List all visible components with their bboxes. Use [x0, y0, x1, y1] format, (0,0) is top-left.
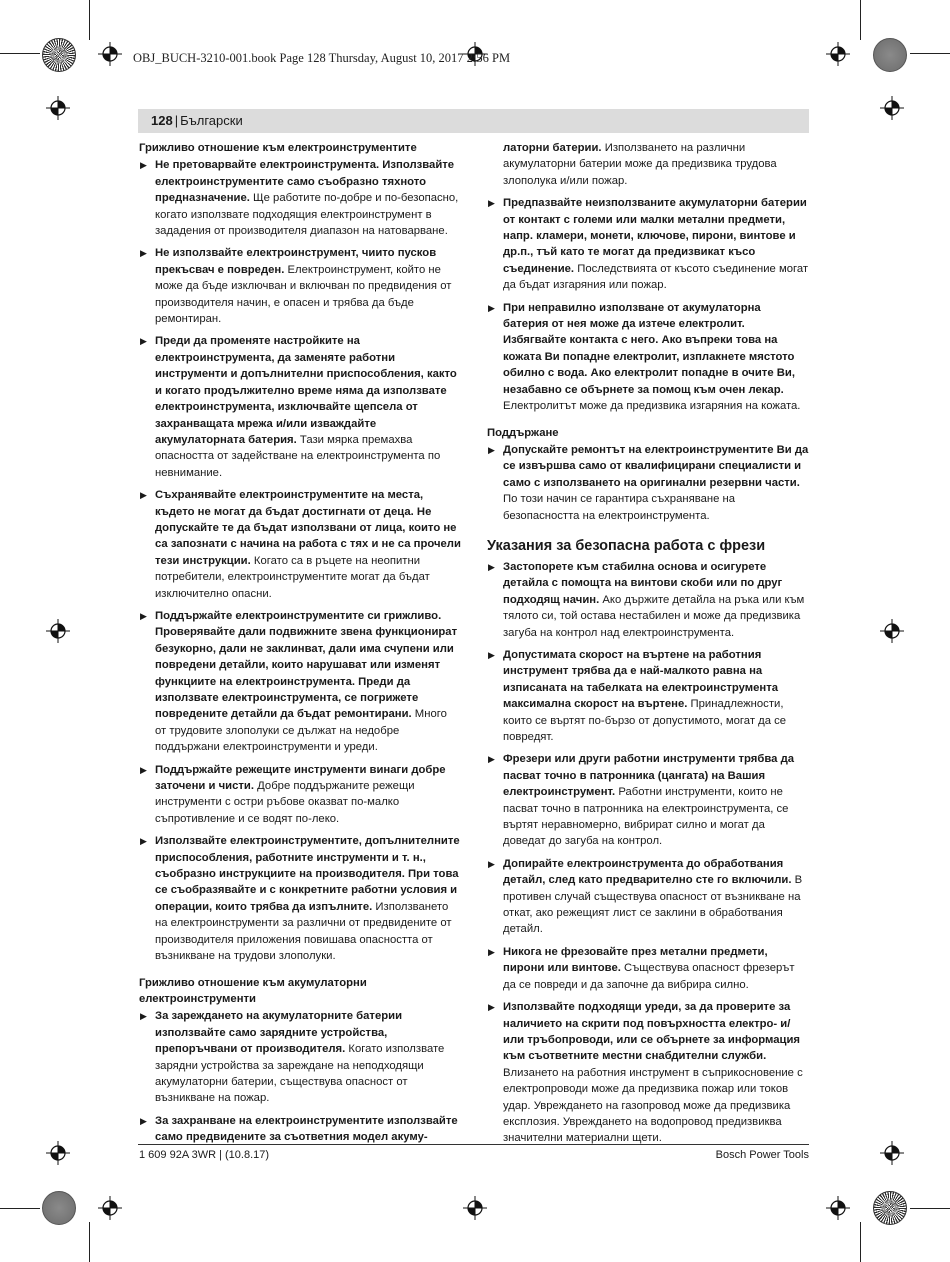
item-text: В противен случай съществува опасност от възникване на откат, ако режещият лист се заклини в обработвания детайл. — [503, 874, 803, 936]
left-column — [139, 140, 461, 1152]
bullet-arrow-icon: ▶ — [488, 649, 495, 660]
item-bold: Преди да променяте настройките на електроинструмента, да заменяте работни инструменти и допълнителни приспособления, както и когато продължително време няма да използвате електроинструмента, изключвайте щепсела от захранващата мрежа и/или изваждайте акумулаторната батерия. — [155, 335, 457, 446]
star-target-icon — [873, 1191, 907, 1225]
bullet-arrow-icon: ▶ — [140, 1011, 147, 1022]
item-text: Използването на различни акумулаторни батерии може да предизвика трудова злополука и/или пожар. — [503, 142, 777, 187]
page-number: 128 — [151, 113, 173, 128]
item-bold: Допустимата скорост на въртене на работния инструмент трябва да е най-малкото равна на изписаната на табелката на електроинструмента максимална скорост на въртене. — [503, 648, 779, 711]
item-text: Когато използвате зарядни устройства за зареждане на неподходящи акумулаторни батерии, съществува опасност от възникване на пожар. — [155, 1043, 445, 1105]
bullet-arrow-icon: ▶ — [488, 1002, 495, 1013]
item-bold: Допирайте електроинструмента до обработвания детайл, след като предварително сте го включили. — [503, 857, 792, 887]
bullet-arrow-icon: ▶ — [140, 160, 147, 171]
item-bold: Допускайте ремонтът на електроинструментите Ви да се извършва само от квалифицирани специалисти и само с използването на оригинални резервни части. — [503, 443, 809, 489]
item-bold: При неправилно използване от акумулаторна батерия от нея може да изтече електролит. Избягвайте контакта с него. Ако въпреки това на кожата Ви попадне електролит, изплакнете мястото обилно с вода. Ако електролит попадне в очите Ви, незабавно се обърнете за помощ към очен лекар. — [503, 301, 796, 396]
right-column — [487, 140, 809, 1153]
section-title: Поддържане — [487, 426, 559, 439]
item-text: Добре поддържаните режещи инструменти с остри ръбове оказват по-малко съпротивление и се водят по-леко. — [155, 780, 415, 825]
crop-mark — [89, 1222, 90, 1262]
bullet-arrow-icon: ▶ — [488, 858, 495, 869]
bullet-arrow-icon: ▶ — [140, 764, 147, 775]
item-bold: Никога не фрезовайте през метални предмети, пирони или винтове. — [503, 945, 768, 975]
item-text: Много от трудовите злополуки се дължат на недобре поддържани електроинструменти и уреди. — [155, 708, 447, 754]
list-item — [487, 195, 809, 293]
crop-mark — [860, 0, 861, 40]
registration-mark-icon — [880, 96, 904, 120]
item-text: Тази мярка премахва опасността от задействане на електроинструмента по невнимание. — [155, 433, 441, 479]
section-title: Грижливо отношение към електроинструментите — [139, 142, 417, 154]
bullet-arrow-icon: ▶ — [140, 610, 147, 621]
list-item-continued — [487, 140, 809, 189]
item-text: Принадлежности, които се въртят по-бързо от допустимото, могат да се повредят. — [503, 698, 787, 743]
list-item — [487, 944, 809, 993]
item-text: Използването на електроинструменти за различни от предвидените от производителя приложения повишава опасността от възникване на трудови злополуки. — [155, 900, 452, 963]
item-bold: Използвайте подходящи уреди, за да проверите за наличието на скрити под повърхността електро- и/или тръбопроводи, или се обърнете за информация към съответните местни снабдителни служби. — [503, 1001, 801, 1063]
footer-rule — [138, 1144, 809, 1145]
bullet-arrow-icon: ▶ — [488, 561, 495, 572]
item-text: Когато са в ръцете на неопитни потребители, електроинструментите могат да бъдат изключително опасни. — [155, 554, 430, 600]
list-item — [139, 762, 461, 828]
registration-mark-icon — [46, 96, 70, 120]
bullet-arrow-icon: ▶ — [488, 946, 495, 957]
item-bold: За зареждането на акумулаторните батерии използвайте само зарядните устройства, препоръчвани от производителя. — [155, 1010, 403, 1056]
header-separator: | — [174, 113, 179, 128]
list-item — [139, 157, 461, 239]
list-item — [487, 999, 809, 1147]
item-bold: Поддържайте електроинструментите си грижливо. Проверявайте дали подвижните звена функционират безукорно, дали не заклинват, дали има счупени или повредени детайли, които нарушават или изменят функциите на електроинструмента. Преди да използвате електроинструмента, се погрижете повредените детайли да бъдат ремонтирани. — [155, 609, 458, 721]
section-title: Грижливо отношение към акумулаторни електроинструменти — [139, 976, 367, 1005]
registration-mark-icon — [826, 1196, 850, 1220]
list-item — [139, 1008, 461, 1106]
registration-mark-icon — [880, 1141, 904, 1165]
page-header — [151, 113, 243, 128]
item-bold: Фрезери или други работни инструменти трябва да пасват точно в патронника (цангата) на Вашия електроинструмент. — [503, 753, 795, 799]
registration-mark-icon — [826, 42, 850, 66]
crop-mark — [910, 53, 950, 54]
item-bold: Застопорете към стабилна основа и осигурете детайла с помощта на винтови скоби или по друг подходящ начин. — [503, 560, 783, 606]
footer-code: 1 609 92A 3WR | (10.8.17) — [139, 1149, 270, 1161]
item-text: Електроинструмент, който не може да бъде изключван и включван по предвидения от производителя начин, е опасен и трябва да бъде ремонтиран. — [155, 263, 452, 326]
item-text: Влизането на работния инструмент в съприкосновение с електропроводи може да предизвика пожар или токов удар. Увреждането на газопровод може да предизвика експлозия. Увреждането на водопровод предизвиква значителни материални щети. — [503, 1066, 803, 1145]
registration-mark-icon — [880, 619, 904, 643]
print-info: OBJ_BUCH-3210-001.book Page 128 Thursday, August 10, 2017 2:56 PM — [133, 51, 511, 65]
item-bold: Използвайте електроинструментите, допълнителните приспособления, работните инструменти и т. н., съобразно инструкциите на производителя. При това се съобразявайте и с конкретните работни условия и операции, които трябва да изпълните. — [155, 835, 460, 913]
item-text: Работни инструменти, които не пасват точно в патронника на електроинструмента, се въртят неравномерно, вибрират силно и могат да доведат до загуба на контрол. — [503, 786, 789, 848]
bullet-arrow-icon: ▶ — [140, 836, 147, 847]
registration-mark-icon — [46, 619, 70, 643]
bullet-arrow-icon: ▶ — [140, 1115, 147, 1126]
item-bold: За захранване на електроинструментите използвайте само предвидените за съответния модел акуму- — [155, 1114, 458, 1144]
footer-brand: Bosch Power Tools — [715, 1149, 809, 1161]
list-item — [139, 608, 461, 756]
registration-mark-icon — [98, 1196, 122, 1220]
bullet-arrow-icon: ▶ — [140, 248, 147, 259]
list-item — [487, 559, 809, 641]
item-text: Ако държите детайла на ръка или към тялото си, той остава нестабилен и може да предизвика загуба на контрол над електроинструмента. — [503, 593, 805, 639]
registration-mark-icon — [463, 1196, 487, 1220]
crop-mark — [0, 53, 40, 54]
item-bold: Предпазвайте неизползваните акумулаторни батерии от контакт с големи или малки метални предмети, напр. кламери, монети, ключове, пирони, винтове и др.п., тъй като те могат да предизвикат късо съединение. — [503, 197, 807, 275]
item-bold: Поддържайте режещите инструменти винаги добре заточени и чисти. — [155, 763, 446, 793]
bullet-arrow-icon: ▶ — [140, 336, 147, 347]
item-text: По този начин се гарантира съхраняване на безопасността на електроинструмента. — [503, 493, 736, 522]
item-bold: латорни батерии. — [503, 142, 602, 154]
grey-patch-icon — [42, 1191, 76, 1225]
item-text: Електролитът може да предизвика изгаряния на кожата. — [503, 400, 801, 413]
list-item — [487, 647, 809, 745]
bullet-arrow-icon: ▶ — [488, 302, 495, 313]
crop-mark — [0, 1208, 40, 1209]
star-target-icon — [42, 38, 76, 72]
item-bold: Съхранявайте електроинструментите на места, където не могат да бъдат достигнати от деца. Не допускайте те да бъдат използвани от лица, които не са запознати с начина на работа с тях и не са прочели тези инструкции. — [155, 489, 461, 567]
bullet-arrow-icon: ▶ — [488, 198, 495, 209]
section-heading: Указания за безопасна работа с фрези — [487, 537, 766, 554]
item-bold: Не използвайте електроинструмент, чиито пусков прекъсвач е повреден. — [155, 247, 437, 276]
header-language: Български — [180, 113, 243, 128]
list-item — [139, 333, 461, 481]
grey-patch-icon — [873, 38, 907, 72]
item-bold: Не претоварвайте електроинструмента. Използвайте електроинструментите само съобразно тяхното предназначение. — [155, 159, 455, 205]
item-text: Последствията от късото съединение могат да бъдат изгаряния или пожар. — [503, 262, 809, 292]
list-item — [487, 300, 809, 415]
crop-mark — [910, 1208, 950, 1209]
list-item — [487, 442, 809, 524]
registration-mark-icon — [98, 42, 122, 66]
bullet-arrow-icon: ▶ — [488, 444, 495, 455]
list-item — [139, 1113, 461, 1146]
list-item — [139, 245, 461, 327]
list-item — [487, 856, 809, 938]
registration-mark-icon — [46, 1141, 70, 1165]
bullet-arrow-icon: ▶ — [140, 490, 147, 501]
crop-mark — [89, 0, 90, 40]
crop-mark — [860, 1222, 861, 1262]
list-item — [139, 833, 461, 964]
item-text: Ще работите по-добре и по-безопасно, когато използвате подходящия електроинструмент в зададения от производителя диапазон на натоварване. — [155, 192, 459, 238]
bullet-arrow-icon: ▶ — [488, 754, 495, 765]
list-item — [139, 487, 461, 602]
list-item — [487, 751, 809, 849]
item-text: Съществува опасност фрезерът да се повреди и да започне да вибрира силно. — [503, 962, 795, 991]
